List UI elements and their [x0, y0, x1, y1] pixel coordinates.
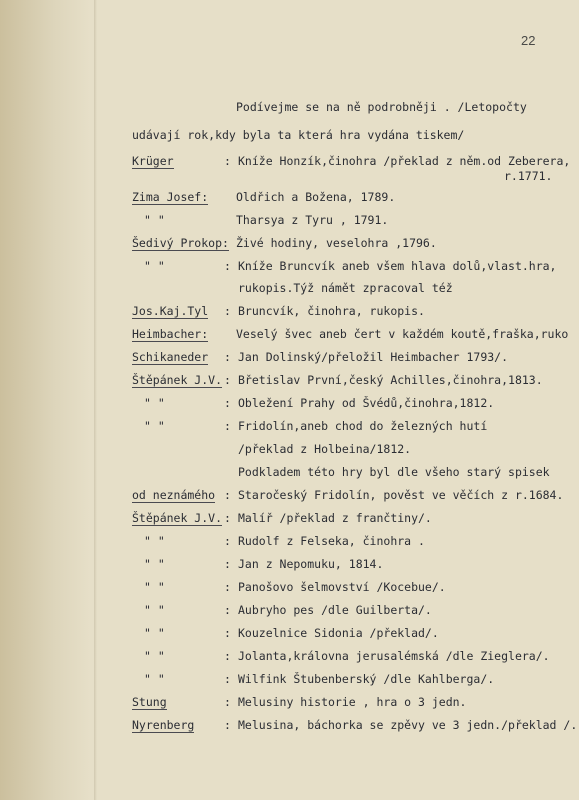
- entry-title: Obležení Prahy od Švédů,činohra,1812.: [238, 396, 495, 410]
- entry-row: [0, 396, 579, 412]
- entry-author: od neznámého: [132, 488, 216, 502]
- entry-colon: :: [224, 672, 231, 686]
- entry-continuation: [0, 169, 579, 185]
- entry-title: /překlad z Holbeina/1812.: [238, 442, 412, 456]
- entry-author-ditto: " ": [144, 672, 165, 686]
- entry-title: Oldřich a Božena, 1789.: [236, 190, 396, 204]
- entry-colon: :: [224, 649, 231, 663]
- entry-continuation: [0, 281, 579, 297]
- entry-author-ditto: " ": [144, 534, 165, 548]
- entry-title: Kouzelnice Sidonia /překlad/.: [238, 626, 439, 640]
- entry-title: Fridolín,aneb chod do železných hutí: [238, 419, 488, 433]
- entry-author: Jos.Kaj.Tyl: [132, 304, 209, 318]
- entry-title: Veselý švec aneb čert v každém koutě,fraška,ruko: [236, 327, 569, 341]
- entry-title: Bruncvík, činohra, rukopis.: [238, 304, 425, 318]
- entry-title: Panošovo šelmovství /Kocebue/.: [238, 580, 446, 594]
- entry-colon: :: [224, 534, 231, 548]
- entry-title: Kníže Honzík,činohra /překlad z něm.od Zeberera,: [238, 154, 571, 168]
- entry-colon: :: [224, 626, 231, 640]
- entry-author-ditto: " ": [144, 259, 165, 273]
- entry-colon: :: [224, 557, 231, 571]
- entry-author: Schikaneder: [132, 350, 209, 364]
- entry-row: [0, 327, 579, 343]
- entry-colon: :: [224, 419, 231, 433]
- entry-row: [0, 373, 579, 389]
- entry-author-ditto: " ": [144, 603, 165, 617]
- entry-title: Živé hodiny, veselohra ,1796.: [236, 236, 437, 250]
- entry-author-ditto: " ": [144, 419, 165, 433]
- entry-author: Heimbacher:: [132, 327, 209, 341]
- entry-author-ditto: " ": [144, 396, 165, 410]
- entry-row: [0, 718, 579, 734]
- intro-line-1: Podívejme se na ně podrobněji . /Letopočty: [236, 100, 527, 114]
- entry-colon: :: [224, 511, 231, 525]
- entry-author-ditto: " ": [144, 557, 165, 571]
- entry-author: Stung: [132, 695, 167, 709]
- entry-author-ditto: " ": [144, 213, 165, 227]
- entry-author: Nyrenberg: [132, 718, 195, 732]
- entry-title: Malíř /překlad z frančtiny/.: [238, 511, 432, 525]
- entry-colon: :: [224, 396, 231, 410]
- entry-row: [0, 236, 579, 252]
- entry-row: [0, 190, 579, 206]
- entry-title: Staročeský Fridolín, pověst ve věčích z r.1684.: [238, 488, 564, 502]
- entry-author: Štěpánek J.V.: [132, 373, 223, 387]
- entry-author: Zima Josef:: [132, 190, 209, 204]
- entry-author: Krüger: [132, 154, 174, 168]
- entry-title: Jan Dolinský/přeložil Heimbacher 1793/.: [238, 350, 509, 364]
- entry-title: Jan z Nepomuku, 1814.: [238, 557, 384, 571]
- entry-colon: :: [224, 695, 231, 709]
- entry-row: [0, 304, 579, 320]
- entry-title: Jolanta,královna jerusalémská /dle Zieglera/.: [238, 649, 550, 663]
- entry-colon: :: [224, 350, 231, 364]
- entry-row: [0, 672, 579, 688]
- entry-title: Melusiny historie , hra o 3 jedn.: [238, 695, 467, 709]
- entry-author-ditto: " ": [144, 580, 165, 594]
- entry-colon: :: [224, 488, 231, 502]
- entry-title: Tharsya z Tyru , 1791.: [236, 213, 389, 227]
- entry-colon: :: [224, 154, 231, 168]
- entry-title: Wilfink Štubenberský /dle Kahlberga/.: [238, 672, 495, 686]
- entry-row: [0, 534, 579, 550]
- entry-author: Šedivý Prokop:: [132, 236, 229, 250]
- entry-author-ditto: " ": [144, 626, 165, 640]
- entry-row: [0, 603, 579, 619]
- entry-title: Aubryho pes /dle Guilberta/.: [238, 603, 432, 617]
- entry-colon: :: [224, 718, 231, 732]
- entry-row: [0, 626, 579, 642]
- entry-title: Melusina, báchorka se zpěvy ve 3 jedn./překlad /.: [238, 718, 578, 732]
- entry-row: [0, 557, 579, 573]
- entry-row: [0, 259, 579, 275]
- entry-row: [0, 649, 579, 665]
- entry-title: Kníže Bruncvík aneb všem hlava dolů,vlast.hra,: [238, 259, 557, 273]
- entry-colon: :: [224, 603, 231, 617]
- entry-title: Břetislav První,český Achilles,činohra,1813.: [238, 373, 543, 387]
- entry-row: [0, 488, 579, 504]
- entry-row: [0, 695, 579, 711]
- entry-row: [0, 154, 579, 170]
- entry-colon: :: [224, 580, 231, 594]
- entry-author: Štěpánek J.V.: [132, 511, 223, 525]
- entry-row: [0, 511, 579, 527]
- entry-row: [0, 213, 579, 229]
- entry-colon: :: [224, 259, 231, 273]
- entry-continuation: [0, 465, 579, 481]
- page-number: 22: [521, 33, 536, 48]
- entry-title: Podkladem této hry byl dle všeho starý spisek: [238, 465, 550, 479]
- intro-line-2: udávají rok,kdy byla ta která hra vydána tiskem/: [132, 128, 465, 142]
- entry-row: [0, 350, 579, 366]
- entry-year: r.1771.: [504, 169, 553, 183]
- entry-row: [0, 580, 579, 596]
- entry-author-ditto: " ": [144, 649, 165, 663]
- entry-continuation: [0, 442, 579, 458]
- entry-title: Rudolf z Felseka, činohra .: [238, 534, 425, 548]
- entry-colon: :: [224, 304, 231, 318]
- entry-title: rukopis.Týž námět zpracoval též: [238, 281, 453, 295]
- entry-colon: :: [224, 373, 231, 387]
- entry-row: [0, 419, 579, 435]
